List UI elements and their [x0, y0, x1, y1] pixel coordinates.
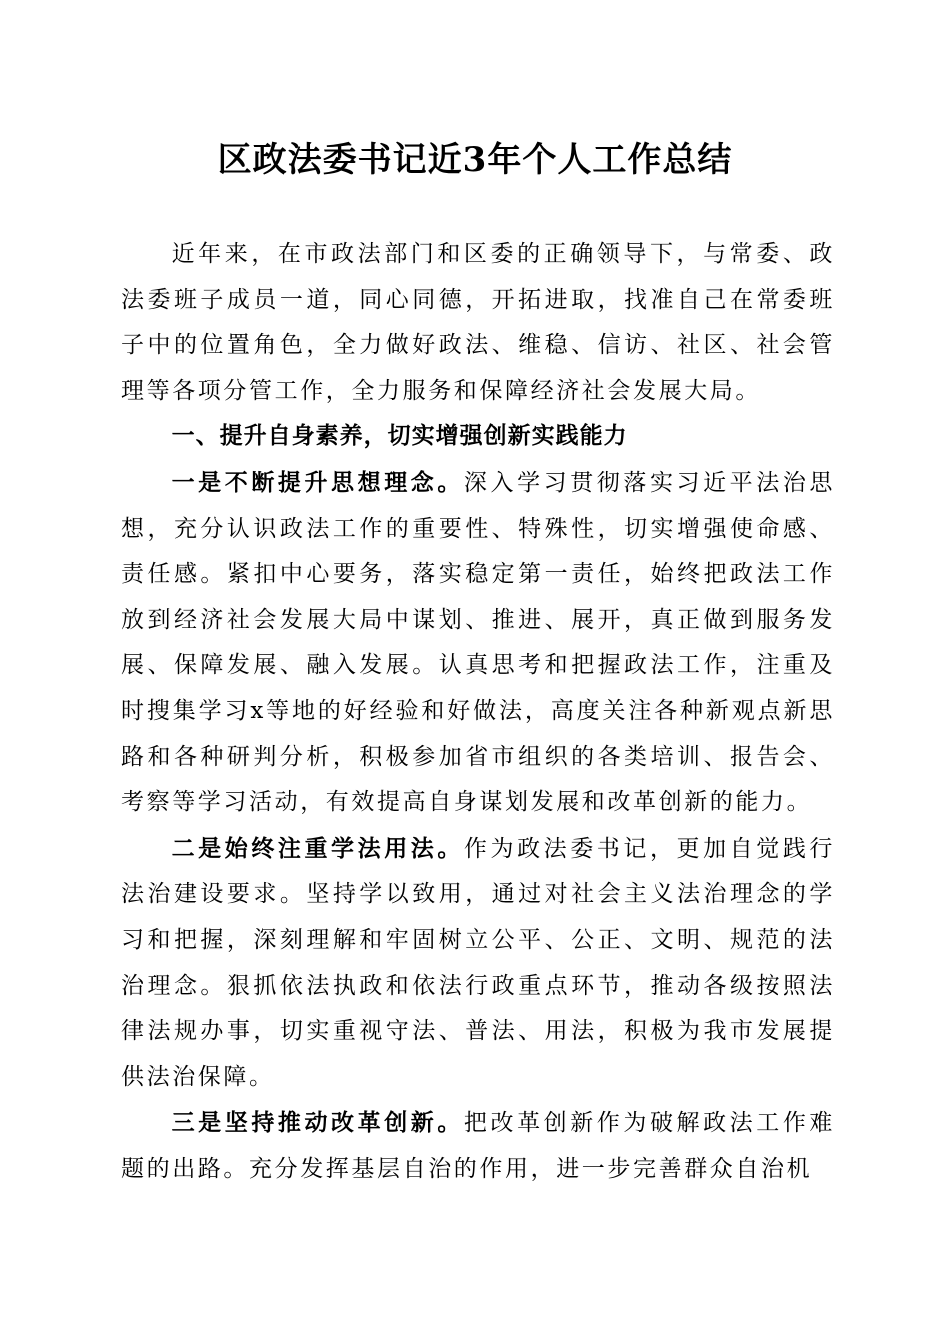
paragraph-1-lead: 一是不断提升思想理念。 — [171, 468, 464, 496]
paragraph-1-text: 深入学习贯彻落实习近平法治思想，充分认识政法工作的重要性、特殊性，切实增强使命感、责任感。紧扣中心要务，落实稳定第一责任，始终把政法工作放到经济社会发展大局中谋划、推进、展开，真正做到服务发展、保障发展、融入发展。认真思考和把握政法工作，注重及时搜集学习x等地的好经验和好做法，高度关注各种新观点新思路和各种研判分析，积极参加省市组织的各类培训、报告会、考察等学习活动，有效提高自身谋划发展和改革创新的能力。 — [121, 469, 835, 816]
paragraph-2 — [121, 826, 835, 1101]
paragraph-3 — [121, 1100, 835, 1192]
document-title: 区政法委书记近3年个人工作总结 — [217, 140, 733, 180]
paragraph-3-lead: 三是坚持推动改革创新。 — [171, 1109, 464, 1137]
paragraph-2-text: 作为政法委书记，更加自觉践行法治建设要求。坚持学以致用，通过对社会主义法治理念的学习和把握，深刻理解和牢固树立公平、公正、文明、规范的法治理念。狠抓依法执政和依法行政重点环节，推动各级按照法律法规办事，切实重视守法、普法、用法，积极为我市发展提供法治保障。 — [121, 835, 835, 1090]
section-heading: 一、提升自身素养，切实增强创新实践能力 — [171, 423, 628, 450]
paragraph-3-text: 把改革创新作为破解政法工作难题的出路。充分发挥基层自治的作用，进一步完善群众自治机 — [121, 1110, 835, 1182]
paragraph-2-lead: 二是始终注重学法用法。 — [171, 834, 464, 862]
intro-paragraph: 近年来，在市政法部门和区委的正确领导下，与常委、政法委班子成员一道，同心同德，开拓进取，找准自己在常委班子中的位置角色，全力做好政法、维稳、信访、社区、社会管理等各项分管工作，全力服务和保障经济社会发展大局。 — [121, 241, 835, 404]
paragraph-1 — [121, 460, 835, 826]
document-body — [121, 232, 835, 1192]
